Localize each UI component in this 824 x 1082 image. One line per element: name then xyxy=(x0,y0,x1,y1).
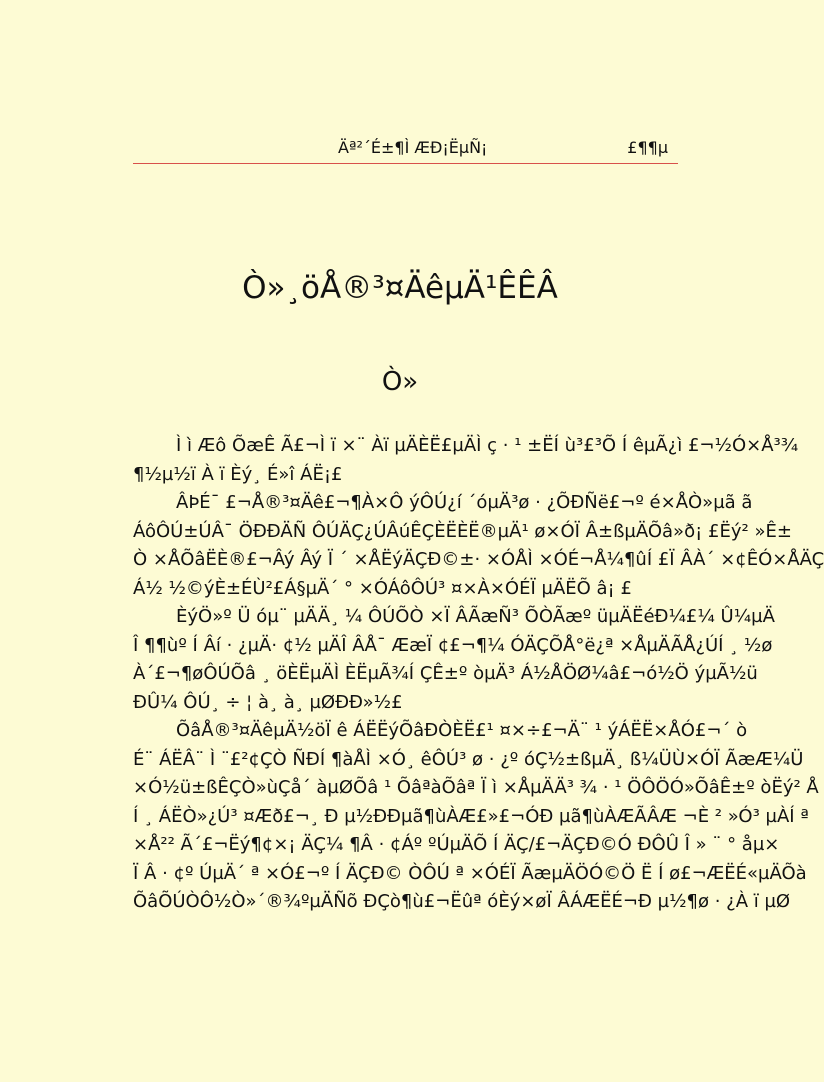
text-line: Á½ ½©ýÈ±ÉÙ²£Á§µÄ´ ° ×ÓÁôÔÚ³ ¤×À×ÓÉÏ µÄËÕ â¡ £ xyxy=(133,577,632,599)
text-line: Í ¸ ÁËÒ»¿Ú³ ¤Æð£¬¸ Ð µ½ÐÐµã¶ùÀÆ£»£¬ÓÐ µã¶ùÀÆÃÂÆ ¬È ² »Ó³ µÀÍ ª xyxy=(133,805,809,827)
text-line: Î ¶¶ùº Í Âí · ¿µÄ· ¢½ µÄÎ ÂÅ¯ ÆæÏ ¢£¬¶¼ ÓÄÇÕÅ°ë¿ª ×ÅµÄÃÅ¿ÚÍ ¸ ½ø xyxy=(133,634,773,656)
text-line: Ï Â · ¢º ÚµÄ´ ª ×Ó£¬º Í ÄÇÐ© ÒÔÚ ª ×ÓÉÏ ÃæµÄÖÓ©Ö Ë Í ø£¬ÆËÉ«µÄÕà xyxy=(133,862,807,884)
header-rule xyxy=(133,163,678,164)
text-line: ÕâÕÚÒÔ½Ò»´®¾ºµÄÑõ ÐÇò¶ù£¬Ëûª óÈý×øÏ ÂÁÆËÉ¬Ð µ½¶ø · ¿À ï µØ xyxy=(133,891,791,912)
text-line: ÂÞÉ¯ £¬Å®³¤Äê£¬¶À×Ô ýÔÚ¿í ´óµÄ³ø · ¿ÕÐÑë£¬º é×ÅÒ»µã ã xyxy=(176,492,753,513)
text-line: Ì ì Æô ÕæÊ Ã£¬Ì ï ×¨ Àï µÄÈË£µÄÌ ç · ¹ ±ËÍ ù³£³Õ Í êµÃ¿ì £¬½Ó×Å³¾ xyxy=(176,435,799,456)
text-line: ÈýÖ»º Ü óµ¨ µÄÄ¸ ¼ ÔÚÕÒ ×Ï ÂÃæÑ³ ÕÒÃæº üµÄËéÐ¼£¼ Û¼µÄ xyxy=(176,606,775,627)
page-number: £¶¶µ xyxy=(627,138,668,157)
text-line: ÐÛ¼ ÔÚ¸ ÷ ¦ à¸ à¸ µØÐÐ»½£ xyxy=(133,691,403,713)
running-header-title: Äª²´É±¶Ì ÆÐ¡ËµÑ¡ xyxy=(338,138,488,157)
text-line: ¶½µ½ï À ï Èý¸ É»î ÁË¡£ xyxy=(133,463,343,485)
text-line: À´£¬¶øÔÚÕâ ¸ öÈËµÄÌ ÈËµÃ¾Í ÇÊ±º òµÄ³ Á½ÅÖØ¼â£¬ó½Ö ýµÃ½ü xyxy=(133,663,758,684)
text-line: ×Ó½ü±ßÊÇÒ»ùÇå´ àµØÕâ ¹ ÕâªàÕâª Ï ì ×ÅµÄÄ³ ¾ · ¹ ÖÔÖÓ»ÕâÊ±º òËý² Å xyxy=(133,777,819,798)
text-line: ÕâÅ®³¤ÄêµÄ½öÏ ê ÁËËýÕâÐÒÈË£¹ ¤×÷£¬Ä¨ ¹ ýÁËË×ÅÓ£¬´ ò xyxy=(176,720,748,741)
running-header xyxy=(133,134,678,164)
text-line: ×Å²² Ã´£¬Ëý¶¢×¡ ÄÇ¼ ¶Â · ¢Áº ºÚµÄÕ Í ÄÇ/£¬ÄÇÐ©Ó ÐÔÛ Î » ¨ ° åµ× xyxy=(133,834,780,855)
body-text xyxy=(133,432,824,917)
text-line: ÁôÔÚ±ÚÂ¯ ÖÐÐÄÑ ÔÚÄÇ¿ÚÂúÊÇÈËÈË®µÄ¹ ø×ÓÏ Â±ßµÄÕâ»ð¡ £Ëý² »Ê± xyxy=(133,520,792,542)
chapter-title: Ò»¸öÅ®³¤ÄêµÄ¹ÊÊÂ xyxy=(242,270,558,306)
section-number: Ò» xyxy=(381,367,419,397)
text-line: É¨ ÁËÂ¨ Ì ¨£²¢ÇÒ ÑÐÍ ¶àÅÌ ×Ó¸ êÔÚ³ ø · ¿º óÇ½±ßµÄ¸ ß¼ÜÙ×ÓÏ ÃæÆ¼Ü xyxy=(133,748,804,770)
text-line: Ò ×ÅÕâËÈ®£¬Âý Âý Ï ´ ×ÅËýÄÇÐ©±· ×ÓÅÌ ×ÓÉ¬Å¼¶ûÍ £Ï ÂÀ´ ×¢ÊÓ×ÅÄÇ xyxy=(133,549,824,570)
